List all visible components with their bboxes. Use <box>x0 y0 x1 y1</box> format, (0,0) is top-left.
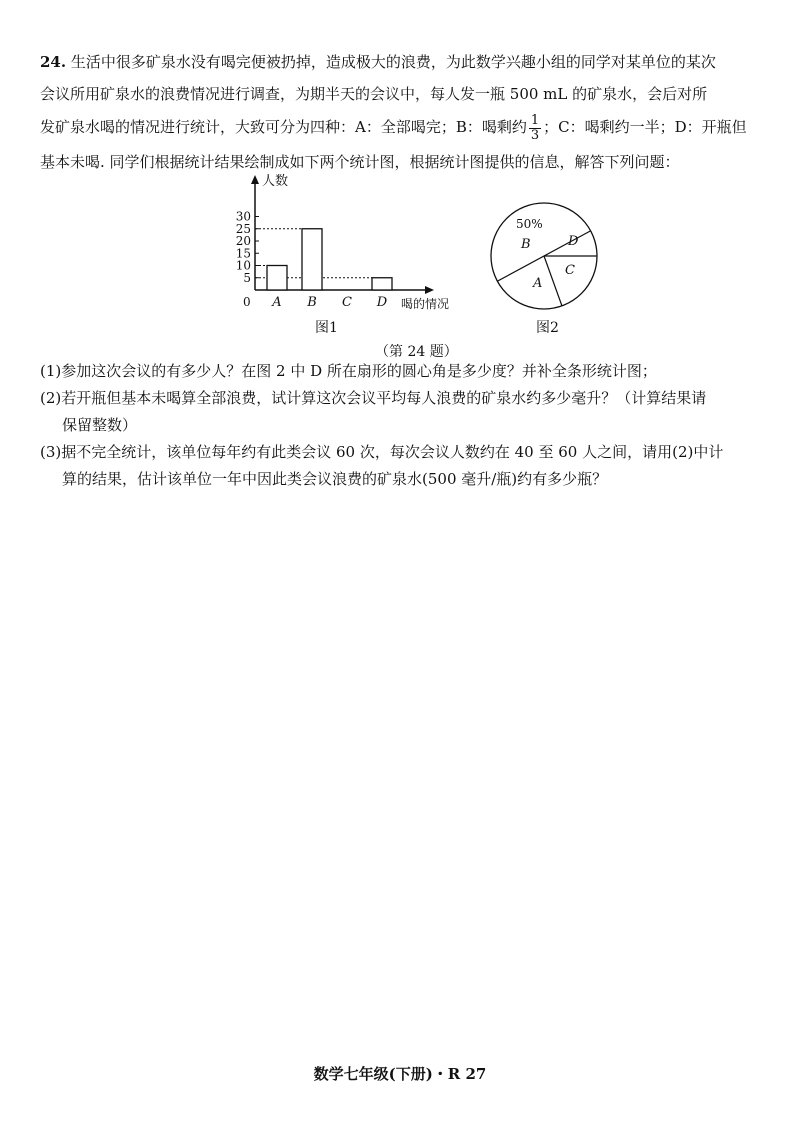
y-tick-label-30: 30 <box>235 209 251 224</box>
category-label-b: B <box>307 295 317 310</box>
y-axis-arrow <box>251 175 259 184</box>
y-tick-label-5: 5 <box>243 270 251 285</box>
y-tick-label-25: 25 <box>235 221 251 236</box>
problem-line-3 <box>40 110 760 144</box>
question-2-line-2: 保留整数） <box>62 416 138 434</box>
bar-a <box>267 266 287 291</box>
pie-chart-figure2 <box>488 200 608 315</box>
page-footer: 数学七年级(下册)・R 27 <box>313 1065 487 1083</box>
pie-divider-a-c <box>544 256 562 306</box>
y-tick-label-20: 20 <box>235 234 251 248</box>
problem-text-3b: ；C：喝剩约一半；D：开瓶但 <box>543 118 747 136</box>
bar-chart-bars <box>255 229 392 290</box>
origin-label: 0 <box>243 295 251 309</box>
x-axis-arrow <box>425 286 434 294</box>
pie-label-a: A <box>533 276 543 291</box>
pie-percent-label: 50% <box>516 217 543 231</box>
figure2-caption: 图2 <box>536 320 559 336</box>
category-label-d: D <box>376 295 388 310</box>
fraction-denominator: 3 <box>530 127 540 143</box>
figure-caption: （第 24 题） <box>375 344 458 360</box>
bar-d <box>372 278 392 290</box>
problem-text-1: 生活中很多矿泉水没有喝完便被扔掉，造成极大的浪费，为此数学兴趣小组的同学对某单位的某次 <box>70 53 716 71</box>
problem-text-4: 基本未喝. 同学们根据统计结果绘制成如下两个统计图，根据统计图提供的信息，解答下列问题： <box>40 153 680 171</box>
problem-number: 24. <box>40 53 67 71</box>
pie-label-d: D <box>568 234 579 249</box>
question-3-line-1: (3)据不完全统计，该单位每年约有此类会议 60 次，每次会议人数约在 40 至 60 人之间，请用(2)中计 <box>40 443 724 461</box>
x-axis-label: 喝的情况 <box>401 297 450 311</box>
category-label-c: C <box>342 295 352 310</box>
question-1: (1)参加这次会议的有多少人？在图 2 中 D 所在扇形的圆心角是多少度？并补全条形统计图； <box>40 362 657 380</box>
figure1-caption: 图1 <box>315 320 338 336</box>
pie-label-b: B <box>521 237 531 252</box>
problem-text-2: 会议所用矿泉水的浪费情况进行调查，为期半天的会议中，每人发一瓶 500 mL 的矿泉水，会后对所 <box>40 85 708 103</box>
problem-line-1 <box>40 45 760 79</box>
question-3-line-2: 算的结果，估计该单位一年中因此类会议浪费的矿泉水(500 毫升/瓶)约有多少瓶？ <box>62 470 608 488</box>
y-axis-label: 人数 <box>262 174 289 189</box>
bar-chart-figure1 <box>225 172 465 322</box>
bar-b <box>302 229 322 290</box>
category-label-a: A <box>272 295 282 310</box>
fraction-numerator: 1 <box>530 112 540 128</box>
problem-line-2 <box>40 77 760 111</box>
pie-label-c: C <box>565 263 575 278</box>
y-tick-label-15: 15 <box>235 246 251 261</box>
question-2-line-1: (2)若开瓶但基本未喝算全部浪费，试计算这次会议平均每人浪费的矿泉水约多少毫升？（计算结果请 <box>40 389 707 407</box>
bar-chart-categories <box>271 295 387 310</box>
y-tick-label-10: 10 <box>235 258 251 273</box>
problem-text-3a: 发矿泉水喝的情况进行统计，大致可分为四种：A：全部喝完；B：喝剩约 <box>40 118 527 136</box>
fraction-one-third <box>529 114 541 143</box>
